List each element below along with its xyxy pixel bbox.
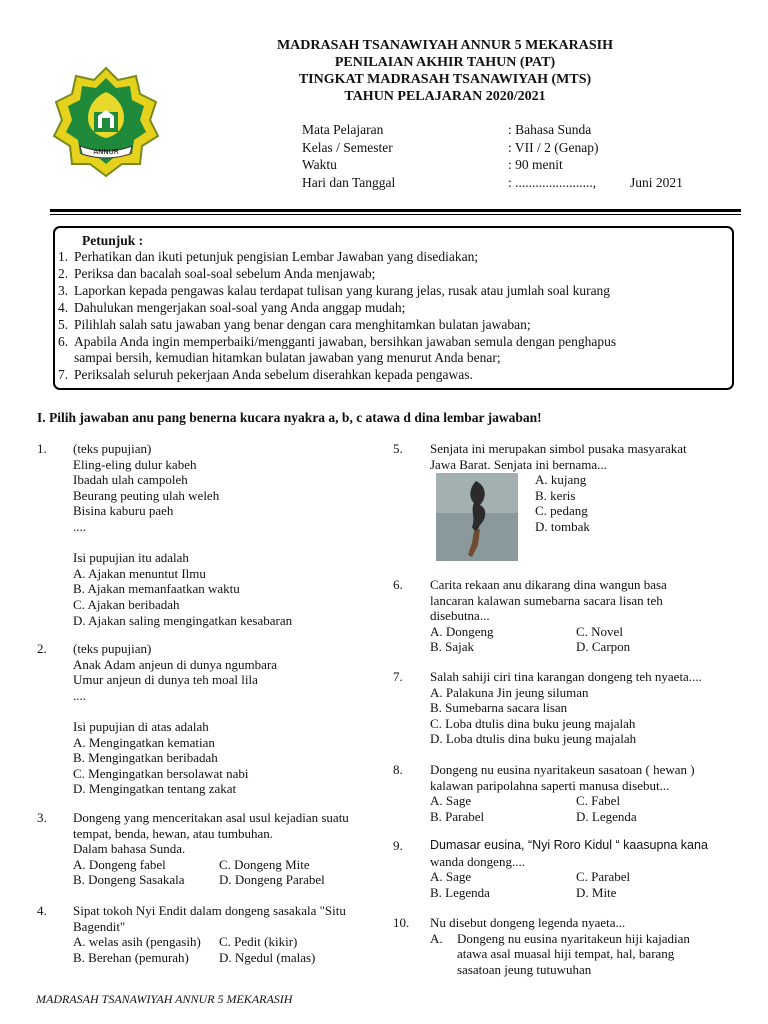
question-5: 5. Senjata ini merupakan simbol pusaka masyarakat Jawa Barat. Senjata ini bernama... A. kujang B. keris C. pedang D. tombak — [393, 441, 687, 534]
logo-banner-text: ANNUR — [93, 148, 119, 156]
instruction-item: 2. Periksa dan bacalah soal-soal sebelum Anda menjawab; — [58, 265, 376, 281]
header-divider — [50, 209, 741, 212]
info-row-class: Kelas / Semester : VII / 2 (Genap) — [302, 139, 599, 155]
question-3: 3. Dongeng yang menceritakan asal usul kejadian suatu tempat, benda, hewan, atau tumbuhan. Dalam bahasa Sunda. A. Dongeng fabel C. Dongeng Mite B. Dongeng Sasakala D. Dongeng Parabel — [37, 810, 349, 888]
info-row-time: Waktu : 90 menit — [302, 157, 563, 173]
kujang-image — [436, 473, 518, 561]
question-2: 2. (teks pupujian) Anak Adam anjeun di dunya ngumbara Umur anjeun di dunya teh moal lila .... Isi pupujian di atas adalah A. Mengingatkan kematian B. Mengingatkan beribadah C. Mengingatkan bersolawat nabi D. Mengingatkan tentang zakat — [37, 641, 277, 797]
exam-level: TINGKAT MADRASAH TSANAWIYAH (MTS) — [298, 72, 592, 87]
instruction-item: 7. Periksalah seluruh pekerjaan Anda sebelum diserahkan kepada pengawas. — [58, 367, 473, 383]
exam-title: PENILAIAN AKHIR TAHUN (PAT) — [334, 55, 556, 70]
question-1: 1. (teks pupujian) Eling-eling dulur kabeh Ibadah ulah campoleh Beurang peuting ulah weleh Bisina kaburu paeh .... Isi pupujian itu adalah A. Ajakan menuntut Ilmu B. Ajakan memanfaatkan waktu C. Ajakan beribadah D. Ajakan saling mengingatkan kesabaran — [37, 441, 293, 628]
question-9: 9. Dumasar eusina, “Nyi Roro Kidul “ kaasupna kana wanda dongeng.... A. Sage C. Parabel B. Legenda D. Mite — [393, 838, 708, 900]
instructions-title: Petunjuk : — [82, 233, 144, 248]
info-row-subject: Mata Pelajaran : Bahasa Sunda — [302, 122, 592, 137]
question-10: 10. Nu disebut dongeng legenda nyaeta... A. Dongeng nu eusina nyaritakeun hiji kajadian atawa asal muasal hiji tempat, hal, barang sasatoan jeung tutuwuhan — [393, 915, 690, 977]
instruction-item: 3. Laporkan kepada pengawas kalau terdapat tulisan yang kurang jelas, rusak atau jumlah soal kurang — [58, 282, 611, 298]
instructions-list — [58, 249, 728, 384]
q5-options: A. kujang B. keris C. pedang D. tombak — [535, 472, 590, 534]
header-divider-thin — [50, 214, 741, 215]
question-4: 4. Sipat tokoh Nyi Endit dalam dongeng sasakala "Situ Bagendit" A. welas asih (pengasih) C. Pedit (kikir) B. Berehan (pemurah) D. Ngedul (malas) — [37, 903, 346, 965]
school-logo — [50, 66, 162, 178]
instruction-item: 6. Apabila Anda ingin memperbaiki/mengganti jawaban, bersihkan jawaban semula dengan penghapus — [58, 333, 617, 349]
instruction-item: 5. Pilihlah salah satu jawaban yang benar dengan cara menghitamkan bulatan jawaban; — [58, 316, 531, 332]
question-8: 8. Dongeng nu eusina nyaritakeun sasatoan ( hewan ) kalawan paripolahna saperti manusa disebut... A. Sage C. Fabel B. Parabel D. Legenda — [393, 762, 695, 824]
school-year: TAHUN PELAJARAN 2020/2021 — [344, 89, 546, 104]
question-6: 6. Carita rekaan anu dikarang dina wangun basa lancaran kalawan sumebarna sacara lisan teh disebutna... A. Dongeng C. Novel B. Sajak D. Carpon — [393, 577, 667, 655]
info-row-date: Hari dan Tanggal : ......................., Juni 2021 — [302, 174, 683, 190]
section-title: I. Pilih jawaban anu pang benerna kucara nyakra a, b, c atawa d dina lembar jawaban! — [37, 410, 542, 425]
instruction-item: 1. Perhatikan dan ikuti petunjuk pengisian Lembar Jawaban yang disediakan; — [58, 249, 479, 264]
footer-school-name: MADRASAH TSANAWIYAH ANNUR 5 MEKARASIH — [36, 992, 293, 1006]
exam-info — [302, 121, 683, 191]
instruction-item: sampai bersih, kemudian hitamkan bulatan jawaban yang menurut Anda benar; — [74, 350, 501, 366]
question-7: 7. Salah sahiji ciri tina karangan dongeng teh nyaeta.... A. Palakuna Jin jeung siluman B. Sumebarna sacara lisan C. Loba dtulis dina buku jeung majalah D. Loba dtulis dina buku jeung majalah — [393, 669, 702, 747]
school-name: MADRASAH TSANAWIYAH ANNUR 5 MEKARASIH — [276, 38, 614, 53]
instruction-item: 4. Dahulukan mengerjakan soal-soal yang Anda anggap mudah; — [58, 299, 406, 315]
